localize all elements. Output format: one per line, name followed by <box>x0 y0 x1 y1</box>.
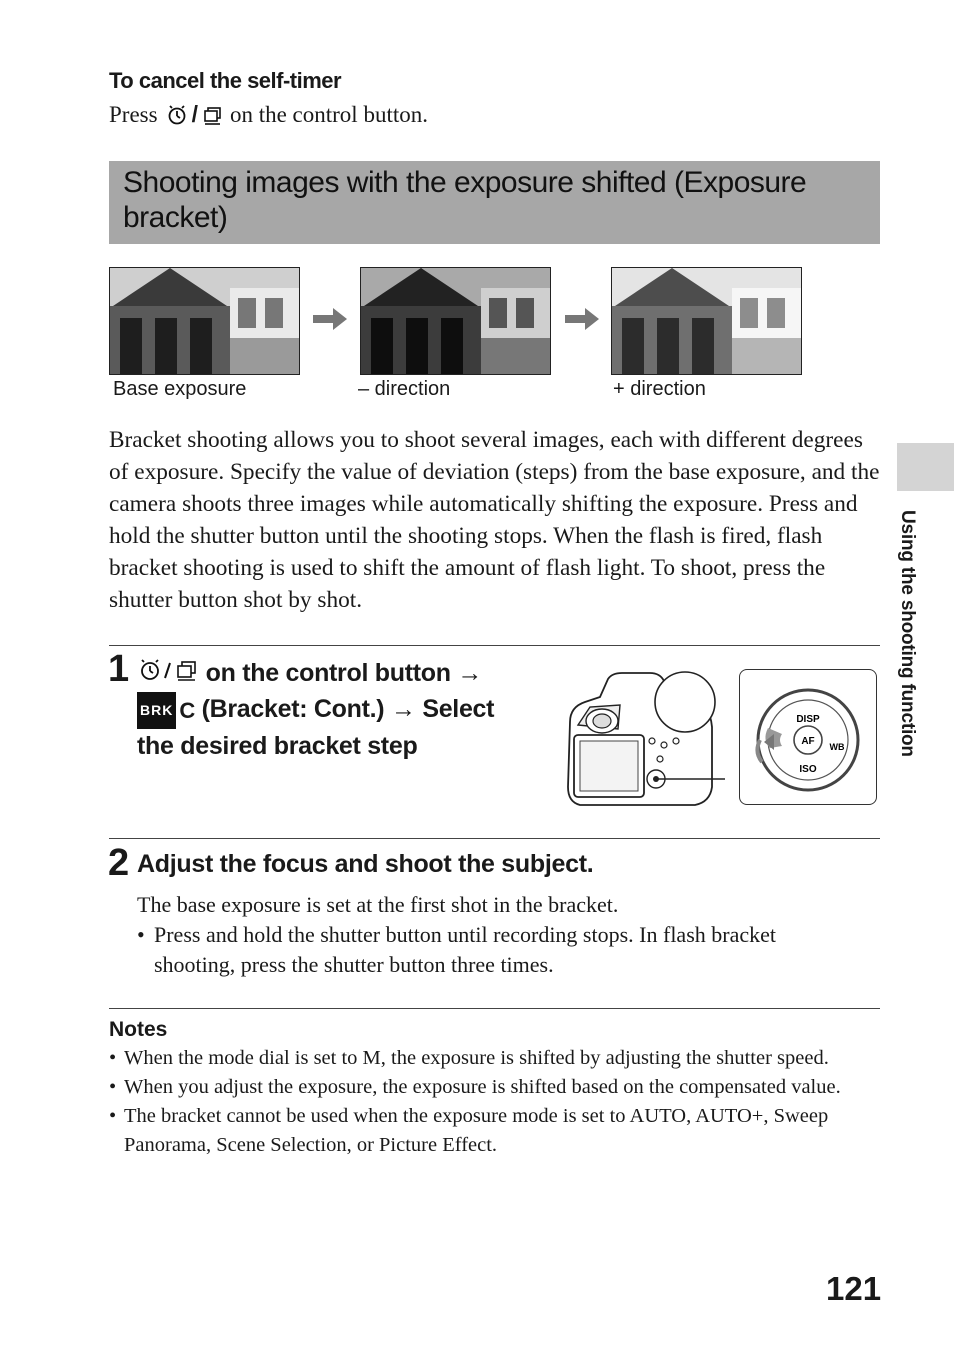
side-tab-label <box>896 510 920 800</box>
bullet-icon: • <box>137 922 145 947</box>
step2-bullet-text: Press and hold the shutter button until recording stops. In flash bracket shooting, press the shutter button three times. <box>154 922 776 977</box>
step2-bullet <box>137 920 857 980</box>
note-text: The bracket cannot be used when the exposure mode is set to AUTO, AUTO+, Sweep Panorama, Scene Selection, or Picture Effect. <box>124 1105 829 1156</box>
bracket-icon-box: BRK <box>137 692 176 729</box>
note-text: When the mode dial is set to M, the exposure is shifted by adjusting the shutter speed. <box>124 1047 829 1069</box>
step2-number: 2 <box>108 842 130 884</box>
section-title: Shooting images with the exposure shifted (Exposure bracket) <box>123 166 807 234</box>
step2-description-block <box>137 890 857 980</box>
list-item <box>109 1102 869 1160</box>
step2-description: The base exposure is set at the first shot in the bracket. <box>137 892 619 917</box>
continuous-shooting-icon <box>202 105 222 125</box>
step1-separator <box>109 645 880 646</box>
bullet-icon: • <box>109 1076 117 1098</box>
drive-mode-icon <box>166 101 222 128</box>
dial-label-af: AF <box>801 736 815 747</box>
caption-plus-direction: + direction <box>613 378 706 400</box>
step2-title: Adjust the focus and shoot the subject. <box>137 850 594 878</box>
list-item <box>109 1073 869 1102</box>
self-timer-icon <box>166 104 188 126</box>
photo-minus-direction <box>360 267 551 375</box>
step1-part3: Select the desired bracket step <box>137 695 495 760</box>
control-button-callout <box>739 669 877 805</box>
side-tab-text: Using the shooting function <box>897 510 918 757</box>
arrow-icon: → <box>457 659 483 687</box>
dial-label-disp: DISP <box>796 714 820 725</box>
caption-minus-direction: – direction <box>358 378 451 400</box>
arrow-right-icon <box>565 308 599 330</box>
photo-plus-direction <box>611 267 802 375</box>
notes-separator <box>109 1008 880 1009</box>
section-banner <box>109 161 880 244</box>
notes-list <box>109 1044 869 1160</box>
bullet-icon: • <box>109 1047 117 1069</box>
bracket-icon-suffix: C <box>179 697 195 723</box>
bullet-icon: • <box>109 1105 117 1127</box>
step1-instruction <box>137 656 532 764</box>
note-text: When you adjust the exposure, the exposure is shifted based on the compensated value. <box>124 1076 841 1098</box>
photo-base-exposure <box>109 267 300 375</box>
control-dial-icon <box>740 670 876 804</box>
side-tab-marker <box>897 443 954 491</box>
control-button-text: on the control button. <box>229 101 428 127</box>
bracket-mode-icon <box>137 692 195 729</box>
notes-heading: Notes <box>109 1018 168 1041</box>
press-text: Press <box>109 101 158 127</box>
arrow-right-icon <box>313 308 347 330</box>
dial-label-iso: ISO <box>799 764 817 775</box>
drive-mode-icon <box>137 657 199 692</box>
dial-label-wb: WB <box>829 742 845 752</box>
step1-part1: on the control button <box>205 659 451 687</box>
list-item <box>109 1044 869 1073</box>
cancel-self-timer-heading: To cancel the self-timer <box>109 68 342 93</box>
page-number: 121 <box>826 1270 882 1307</box>
intro-paragraph: Bracket shooting allows you to shoot several images, each with different degrees of exposure. Specify the value of deviation (steps) from the base exposure, and the camera shoots three images while automatically shifting the exposure. Press and hold the shutter button until the shooting stops. When the flash is fired, flash bracket shooting is used to shift the amount of flash light. To shoot, press the shutter button shot by shot. <box>109 427 880 613</box>
step1-number: 1 <box>108 648 130 690</box>
caption-base-exposure: Base exposure <box>113 378 247 400</box>
camera-illustration <box>560 667 725 812</box>
step1-part2: (Bracket: Cont.) <box>201 695 385 723</box>
slash: / <box>191 101 198 127</box>
arrow-icon: → <box>390 695 416 723</box>
cancel-self-timer-instruction <box>109 101 428 128</box>
step2-separator <box>109 838 880 839</box>
